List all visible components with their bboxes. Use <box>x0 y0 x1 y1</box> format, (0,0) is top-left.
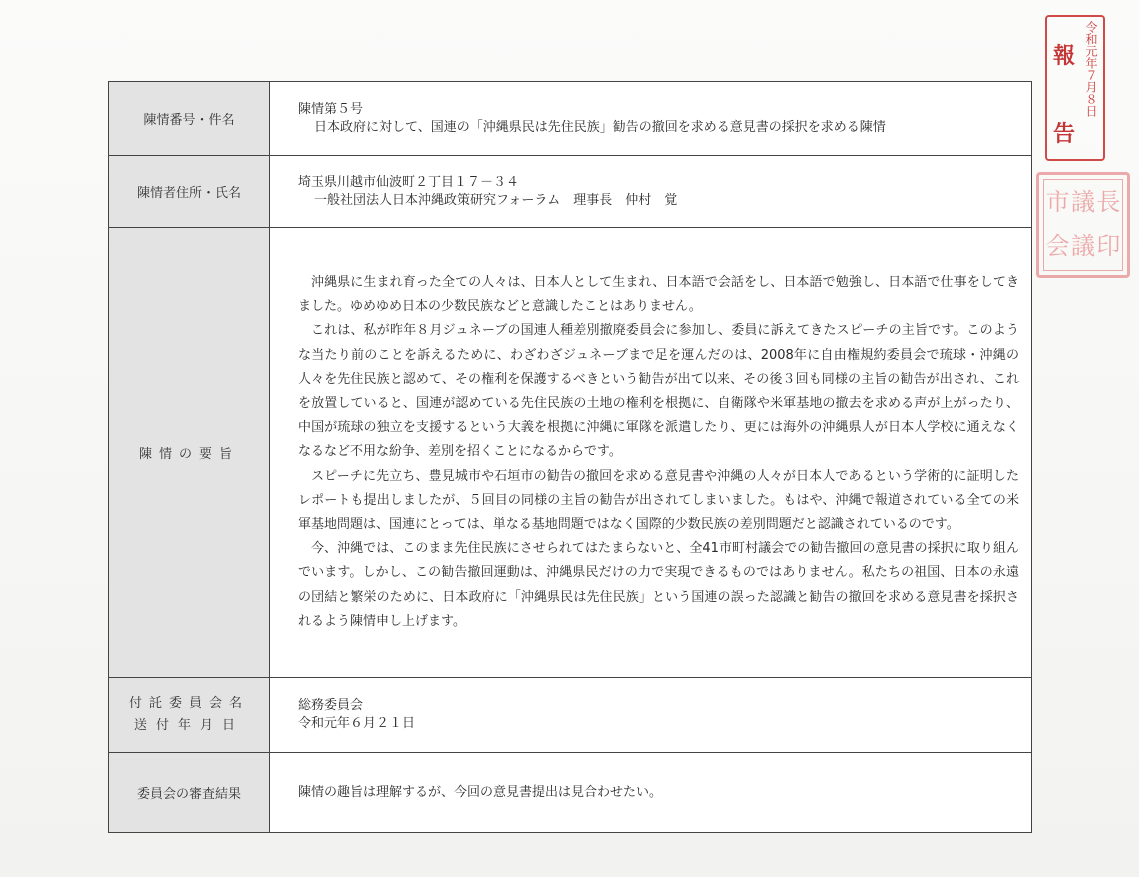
committee-content <box>270 678 1032 753</box>
committee-name: 総務委員会 <box>298 698 364 713</box>
committee-label: 付託委員会名 <box>128 696 249 711</box>
sent-date: 令和元年６月２１日 <box>298 716 416 731</box>
committee-labels <box>109 678 270 753</box>
result-row <box>109 753 1032 833</box>
summary-row <box>109 228 1032 678</box>
petition-table <box>108 81 1032 833</box>
summary-paragraph-3: スピーチに先立ち、豊見城市や石垣市の勧告の撤回を求める意見書や沖縄の人々が日本人であるという学術的に証明したレポートも提出しましたが、５回目の同様の主旨の勧告が出されてしまいました。もはや、沖縄で報道されている全ての米軍基地問題は、国連にとっては、単なる基地問題ではなく国際的少数民族の差別問題だと認識されているのです。 <box>298 468 1019 532</box>
petitioner-label: 陳情者住所・氏名 <box>109 156 270 228</box>
petition-title: 日本政府に対して、国連の「沖縄県民は先住民族」勧告の撤回を求める意見書の採択を求める陳情 <box>314 119 886 135</box>
summary-paragraph-1: 沖縄県に生まれ育った全ての人々は、日本人として生まれ、日本語で会話をし、日本語で勉強し、日本語で仕事をしてきました。ゆめゆめ日本の少数民族などと意識したことはありません。 <box>298 274 1019 315</box>
summary-body <box>298 267 1019 638</box>
result-label: 委員会の審査結果 <box>109 753 270 833</box>
report-stamp-char-2: 告 <box>1053 121 1076 147</box>
petitioner-address: 埼玉県川越市仙波町２丁目１７－３４ <box>298 174 520 190</box>
petition-label: 陳情番号・件名 <box>109 82 270 156</box>
report-stamp-date: 令和元年７月８日 <box>1084 21 1098 117</box>
petitioner-name: 一般社団法人日本沖縄政策研究フォーラム 理事長 仲村 覚 <box>314 192 678 208</box>
petition-row <box>109 82 1032 156</box>
summary-paragraph-4: 今、沖縄では、このまま先住民族にさせられてはたまらないと、全41市町村議会での勧告撤回の意見書の採択に取り組んでいます。しかし、この勧告撤回運動は、沖縄県民だけの力で実現できるものではありません。私たちの祖国、日本の永遠の団結と繁栄のために、日本政府に「沖縄県民は先住民族」という国連の誤った認識と勧告の撤回を求める意見書を採択されるよう陳情申し上げます。 <box>298 541 1019 629</box>
result-content: 陳情の趣旨は理解するが、今回の意見書提出は見合わせたい。 <box>270 753 1032 833</box>
seal-glyphs: 市 議 長 会 議 印 <box>1045 188 1121 260</box>
committee-row <box>109 678 1032 753</box>
petition-content <box>270 82 1032 156</box>
report-stamp <box>1045 15 1105 161</box>
official-seal <box>1036 172 1130 278</box>
date-label: 送付年月日 <box>133 718 244 733</box>
report-stamp-char-1: 報 <box>1053 43 1076 69</box>
summary-label: 陳情の要旨 <box>109 228 270 678</box>
petitioner-row <box>109 156 1032 228</box>
summary-content <box>270 228 1032 678</box>
summary-paragraph-2: これは、私が昨年８月ジュネーブの国連人種差別撤廃委員会に参加し、委員に訴えてきたスピーチの主旨です。このような当たり前のことを訴えるために、わざわざジュネーブまで足を運んだのは、2008年に自由権規約委員会で琉球・沖縄の人々を先住民族と認めて、その権利を保護するべきという勧告が出て以来、その後３回も同様の主旨の勧告が出され、これを放置していると、国連が認めている先住民族の土地の権利を根拠に、自衛隊や米軍基地の撤去を求める声が上がったり、中国が琉球の独立を支援するという大義を根拠に沖縄に軍隊を派遣したり、更には海外の沖縄県人が日本人学校に通えなくなるなど不用な紛争、差別を招くことになるからです。 <box>298 323 1019 460</box>
petitioner-content <box>270 156 1032 228</box>
petition-number: 陳情第５号 <box>298 101 364 117</box>
